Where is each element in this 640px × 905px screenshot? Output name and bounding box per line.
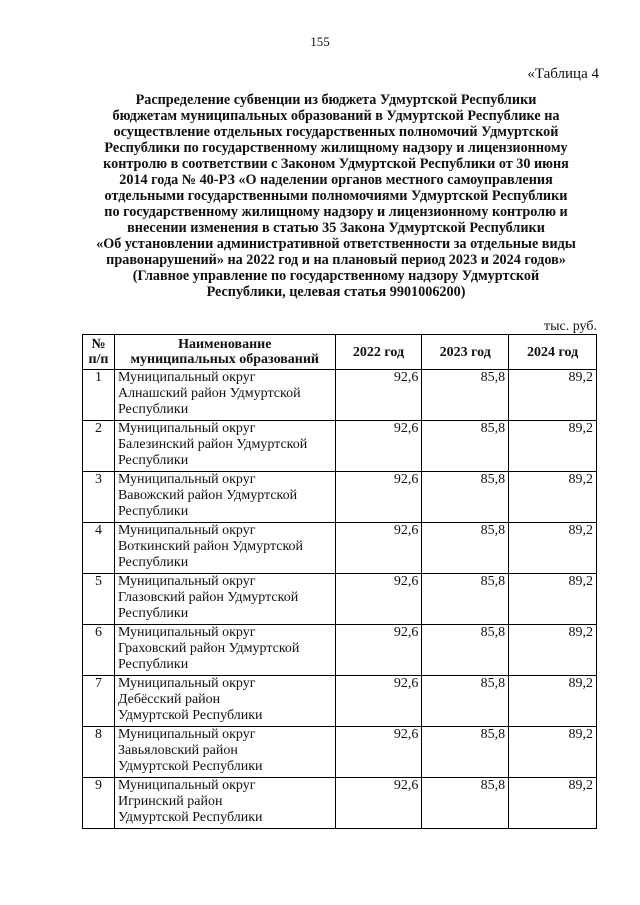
header-2022: 2022 год xyxy=(335,335,422,370)
municipality-name xyxy=(114,727,335,778)
title-line: «Об установлении административной ответственности за отдельные виды xyxy=(96,236,576,252)
municipality-name xyxy=(114,523,335,574)
header-name: Наименование муниципальных образований xyxy=(114,335,335,370)
value-2024: 89,2 xyxy=(509,778,597,829)
municipality-name-line: Балезинский район Удмуртской xyxy=(117,437,308,452)
table-row xyxy=(83,574,597,625)
value-2023: 85,8 xyxy=(422,727,509,778)
value-2023: 85,8 xyxy=(422,574,509,625)
municipality-name-line: Муниципальный округ xyxy=(117,523,256,538)
municipality-name-line: Алнашский район Удмуртской xyxy=(117,386,301,401)
municipality-name-line: Республики xyxy=(117,657,189,672)
value-2023: 85,8 xyxy=(422,676,509,727)
value-2024: 89,2 xyxy=(509,676,597,727)
value-2024: 89,2 xyxy=(509,625,597,676)
title-line: (Главное управление по государственному надзору Удмуртской xyxy=(132,268,540,284)
municipality-name-line: Удмуртской Республики xyxy=(117,759,263,774)
municipality-name-line: Воткинский район Удмуртской xyxy=(117,539,304,554)
title-line: Республики, целевая статья 9901006200) xyxy=(206,284,466,300)
municipality-name-line: Республики xyxy=(117,555,189,570)
value-2022: 92,6 xyxy=(335,574,422,625)
municipality-name-line: Муниципальный округ xyxy=(117,727,256,742)
row-number: 4 xyxy=(83,523,115,574)
units-label: тыс. руб. xyxy=(544,319,597,334)
table-row xyxy=(83,523,597,574)
municipality-name xyxy=(114,421,335,472)
municipality-name-line: Игринский район xyxy=(117,794,223,809)
title-line: правонарушений» на 2022 год и на плановый период 2023 и 2024 годов» xyxy=(106,252,566,268)
municipality-name xyxy=(114,370,335,421)
table-row xyxy=(83,421,597,472)
value-2024: 89,2 xyxy=(509,472,597,523)
municipality-name-line: Муниципальный округ xyxy=(117,574,256,589)
table-label: «Таблица 4 xyxy=(527,66,599,82)
value-2022: 92,6 xyxy=(335,676,422,727)
municipality-name-line: Республики xyxy=(117,606,189,621)
municipality-name-line: Завьяловский район xyxy=(117,743,238,758)
header-2024: 2024 год xyxy=(509,335,597,370)
value-2023: 85,8 xyxy=(422,370,509,421)
row-number: 1 xyxy=(83,370,115,421)
value-2023: 85,8 xyxy=(422,472,509,523)
table-row xyxy=(83,370,597,421)
row-number: 6 xyxy=(83,625,115,676)
value-2024: 89,2 xyxy=(509,421,597,472)
municipality-name-line: Муниципальный округ xyxy=(117,625,256,640)
subvention-table xyxy=(82,334,597,829)
title-line: Распределение субвенции из бюджета Удмуртской Республики xyxy=(135,92,537,108)
value-2022: 92,6 xyxy=(335,472,422,523)
table-header-row xyxy=(83,335,597,370)
municipality-name-line: Муниципальный округ xyxy=(117,370,256,385)
municipality-name-line: Республики xyxy=(117,504,189,519)
document-title xyxy=(74,92,598,300)
row-number: 8 xyxy=(83,727,115,778)
value-2022: 92,6 xyxy=(335,523,422,574)
table-row xyxy=(83,778,597,829)
municipality-name-line: Республики xyxy=(117,402,189,417)
value-2024: 89,2 xyxy=(509,370,597,421)
value-2024: 89,2 xyxy=(509,574,597,625)
value-2022: 92,6 xyxy=(335,421,422,472)
municipality-name-line: Удмуртской Республики xyxy=(117,708,263,723)
municipality-name xyxy=(114,472,335,523)
value-2022: 92,6 xyxy=(335,370,422,421)
page-number: 155 xyxy=(310,34,330,49)
municipality-name-line: Дебёсский район xyxy=(117,692,221,707)
value-2023: 85,8 xyxy=(422,523,509,574)
row-number: 9 xyxy=(83,778,115,829)
municipality-name-line: Удмуртской Республики xyxy=(117,810,263,825)
title-line: 2014 года № 40-РЗ «О наделении органов местного самоуправления xyxy=(119,172,553,188)
municipality-name-line: Муниципальный округ xyxy=(117,676,256,691)
value-2024: 89,2 xyxy=(509,523,597,574)
municipality-name-line: Граховский район Удмуртской xyxy=(117,641,300,656)
row-number: 5 xyxy=(83,574,115,625)
title-line: отдельными государственными полномочиями Удмуртской Республики xyxy=(104,188,568,204)
title-line: бюджетам муниципальных образований в Удмуртской Республике на xyxy=(112,108,560,124)
title-line: по государственному жилищному надзору и лицензионному контролю и xyxy=(104,204,568,220)
title-line: внесении изменения в статью 35 Закона Удмуртской Республики xyxy=(127,220,545,236)
title-line: осуществление отдельных государственных полномочий Удмуртской xyxy=(113,124,559,140)
header-num: № п/п xyxy=(83,335,115,370)
value-2022: 92,6 xyxy=(335,727,422,778)
table-row xyxy=(83,676,597,727)
value-2023: 85,8 xyxy=(422,421,509,472)
row-number: 3 xyxy=(83,472,115,523)
municipality-name xyxy=(114,574,335,625)
municipality-name xyxy=(114,778,335,829)
municipality-name-line: Глазовский район Удмуртской xyxy=(117,590,299,605)
row-number: 2 xyxy=(83,421,115,472)
value-2022: 92,6 xyxy=(335,625,422,676)
value-2023: 85,8 xyxy=(422,625,509,676)
municipality-name-line: Муниципальный округ xyxy=(117,421,256,436)
header-2023: 2023 год xyxy=(422,335,509,370)
municipality-name-line: Вавожский район Удмуртской xyxy=(117,488,298,503)
value-2023: 85,8 xyxy=(422,778,509,829)
row-number: 7 xyxy=(83,676,115,727)
table-row xyxy=(83,625,597,676)
municipality-name xyxy=(114,676,335,727)
value-2024: 89,2 xyxy=(509,727,597,778)
table-row xyxy=(83,727,597,778)
table-row xyxy=(83,472,597,523)
value-2022: 92,6 xyxy=(335,778,422,829)
title-line: Республики по государственному жилищному надзору и лицензионному xyxy=(104,140,568,156)
title-line: контролю в соответствии с Законом Удмуртской Республики от 30 июня xyxy=(103,156,569,172)
municipality-name xyxy=(114,625,335,676)
municipality-name-line: Муниципальный округ xyxy=(117,778,256,793)
municipality-name-line: Муниципальный округ xyxy=(117,472,256,487)
municipality-name-line: Республики xyxy=(117,453,189,468)
